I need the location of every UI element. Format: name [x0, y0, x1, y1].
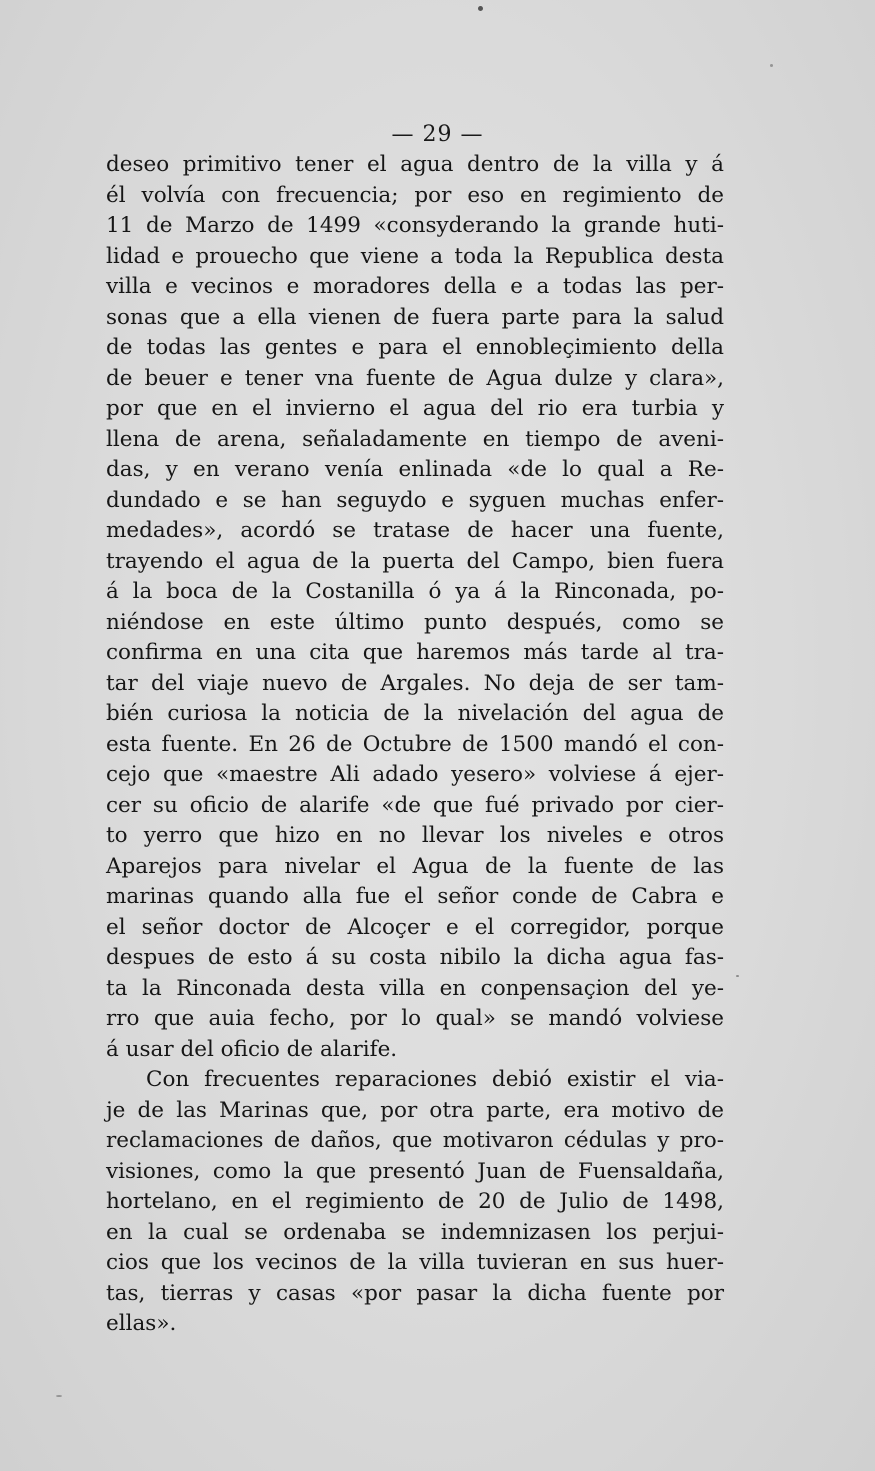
- text-line: trayendo el agua de la puerta del Campo, bien fuera: [106, 548, 724, 574]
- paragraph-2: [106, 1065, 724, 1340]
- text-line: por que en el invierno el agua del rio era turbia y: [106, 396, 724, 421]
- text-line: tas, tierras y casas «por pasar la dicha fuente por: [106, 1280, 724, 1306]
- text-line: dundado e se han seguydo e syguen muchas enfer-: [106, 487, 724, 513]
- text-line: cejo que «maestre Ali adado yesero» volviese á ejer-: [106, 762, 724, 787]
- text-line: de beuer e tener vna fuente de Agua dulze y clara»,: [106, 365, 724, 391]
- text-line: villa e vecinos e moradores della e a todas las per-: [106, 274, 724, 299]
- text-line: despues de esto á su costa nibilo la dicha agua fas-: [106, 945, 724, 970]
- text-line: en la cual se ordenaba se indemnizasen los perjui-: [106, 1219, 724, 1245]
- text-line: él volvía con frecuencia; por eso en regimiento de: [106, 182, 724, 208]
- text-line: el señor doctor de Alcoçer e el corregidor, porque: [106, 914, 724, 940]
- text-line: á usar del oficio de alarife.: [106, 1036, 398, 1062]
- text-line: medades», acordó se tratase de hacer una fuente,: [106, 518, 724, 543]
- text-line: ta la Rinconada desta villa en conpensaçion del ye-: [106, 975, 724, 1001]
- print-speck: [56, 1395, 62, 1397]
- text-line: llena de arena, señaladamente en tiempo de aveni-: [106, 426, 724, 452]
- text-line: confirma en una cita que haremos más tarde al tra-: [106, 640, 724, 665]
- print-speck: [736, 975, 739, 977]
- text-line: de todas las gentes e para el ennobleçimiento della: [106, 335, 724, 360]
- text-line: hortelano, en el regimiento de 20 de Julio de 1498,: [106, 1189, 724, 1214]
- text-line: reclamaciones de daños, que motivaron cédulas y pro-: [106, 1128, 724, 1153]
- text-line: sonas que a ella vienen de fuera parte para la salud: [106, 304, 724, 330]
- text-line: ellas».: [106, 1311, 177, 1336]
- text-line: Aparejos para nivelar el Agua de la fuente de las: [106, 853, 724, 879]
- text-line: marinas quando alla fue el señor conde de Cabra e: [106, 884, 724, 909]
- page-number: — 29 —: [391, 122, 484, 147]
- text-line: cer su oficio de alarife «de que fué privado por cier-: [106, 792, 724, 818]
- print-speck: [478, 6, 483, 11]
- text-line: esta fuente. En 26 de Octubre de 1500 mandó el con-: [106, 731, 724, 757]
- text-line: bién curiosa la noticia de la nivelación del agua de: [106, 701, 724, 726]
- text-line: visiones, como la que presentó Juan de Fuensaldaña,: [106, 1158, 724, 1184]
- print-speck: [770, 64, 773, 67]
- text-line: to yerro que hizo en no llevar los niveles e otros: [106, 823, 724, 848]
- text-line: rro que auia fecho, por lo qual» se mandó volviese: [106, 1006, 724, 1031]
- text-line: Con frecuentes reparaciones debió existir el via-: [146, 1067, 724, 1092]
- text-line: lidad e prouecho que viene a toda la Republica desta: [106, 243, 724, 269]
- text-line: tar del viaje nuevo de Argales. No deja de ser tam-: [106, 670, 724, 696]
- text-line: deseo primitivo tener el agua dentro de la villa y á: [106, 152, 724, 177]
- text-line: das, y en verano venía enlinada «de lo qual a Re-: [106, 457, 724, 482]
- text-line: 11 de Marzo de 1499 «consyderando la grande huti-: [106, 213, 724, 238]
- paragraph-1: [106, 150, 724, 1065]
- text-line: niéndose en este último punto después, como se: [106, 609, 724, 635]
- text-line: je de las Marinas que, por otra parte, era motivo de: [106, 1097, 724, 1123]
- text-block: [106, 150, 724, 1340]
- text-line: cios que los vecinos de la villa tuvieran en sus huer-: [106, 1250, 724, 1275]
- text-line: á la boca de la Costanilla ó ya á la Rinconada, po-: [106, 579, 724, 604]
